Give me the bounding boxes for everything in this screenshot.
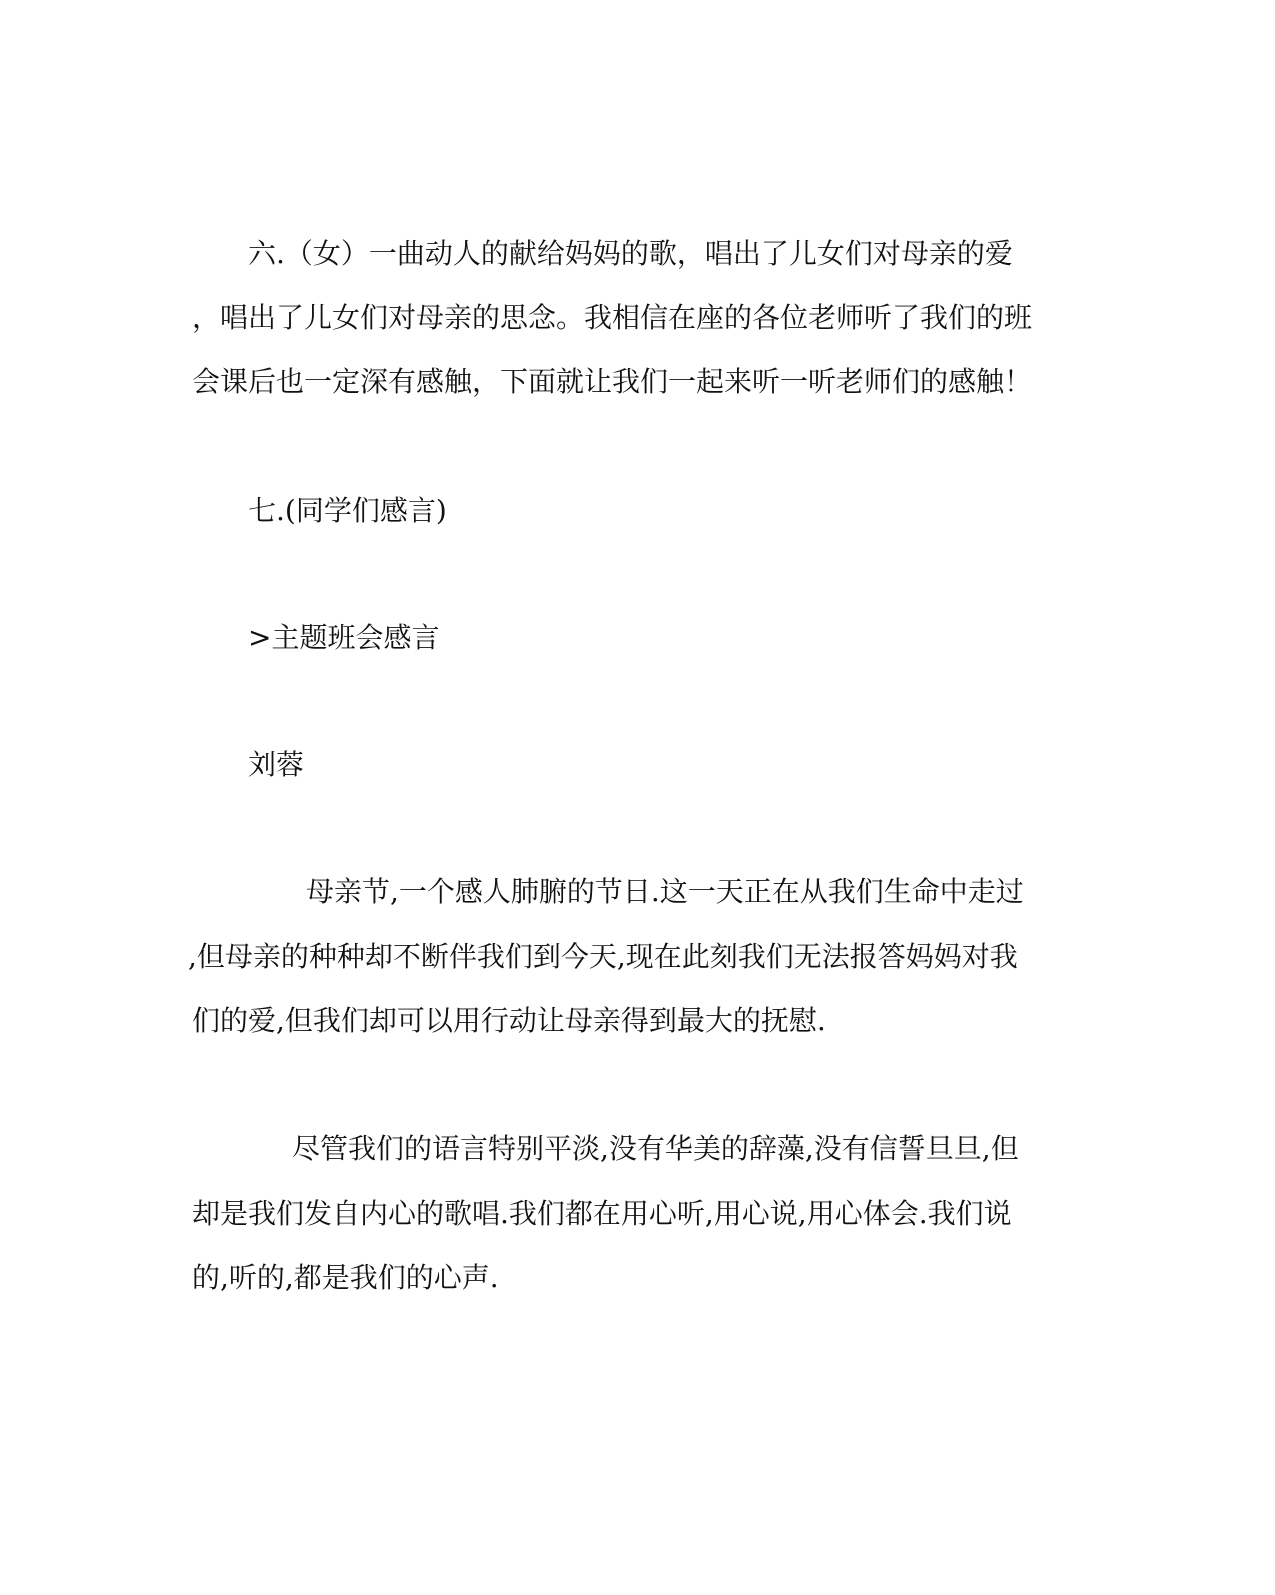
subheading-class-meeting-reflections: >主题班会感言 (248, 621, 440, 654)
paragraph-heartfelt-line-1: 尽管我们的语言特别平淡,没有华美的辞藻,没有信誓旦旦,但 (292, 1132, 1019, 1165)
paragraph-mothers-day-line-1: 母亲节,一个感人肺腑的节日.这一天正在从我们生命中走过 (306, 875, 1024, 908)
paragraph-6-line-2: ，唱出了儿女们对母亲的思念。我相信在座的各位老师听了我们的班 (192, 301, 1033, 334)
paragraph-6-line-1: 六.（女）一曲动人的献给妈妈的歌，唱出了儿女们对母亲的爱 (248, 237, 1013, 270)
section-7-heading: 七.(同学们感言) (248, 494, 447, 527)
author-name: 刘蓉 (248, 748, 305, 781)
paragraph-6-line-3: 会课后也一定深有感触，下面就让我们一起来听一听老师们的感触！ (192, 365, 1033, 398)
paragraph-heartfelt-line-3: 的,听的,都是我们的心声. (192, 1261, 499, 1294)
paragraph-heartfelt-line-2: 却是我们发自内心的歌唱.我们都在用心听,用心说,用心体会.我们说 (192, 1197, 1012, 1230)
paragraph-mothers-day-line-2: ,但母亲的种种却不断伴我们到今天,现在此刻我们无法报答妈妈对我 (188, 940, 1018, 973)
paragraph-mothers-day-line-3: 们的爱,但我们却可以用行动让母亲得到最大的抚慰. (192, 1004, 826, 1037)
